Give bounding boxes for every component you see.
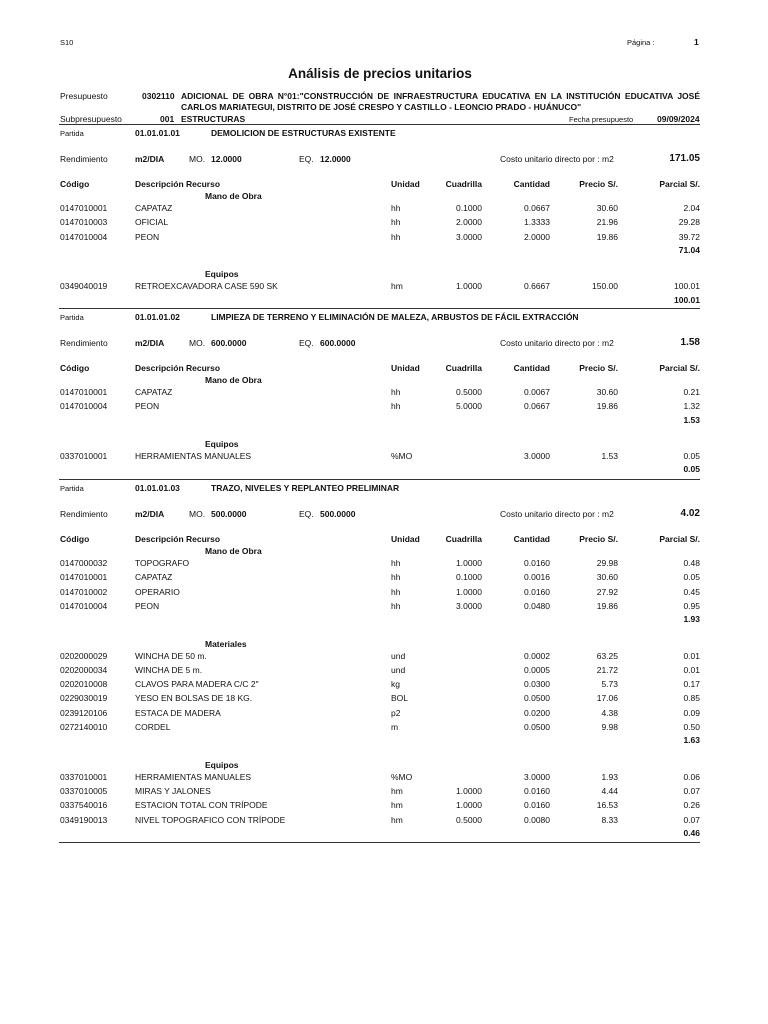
- resource-description: OFICIAL: [135, 217, 169, 228]
- col-precio: Precio S/.: [579, 179, 618, 189]
- resource-parcial: 0.06: [683, 771, 700, 782]
- report-end-rule: [59, 842, 700, 843]
- costo-value: 171.05: [669, 153, 700, 164]
- col-cantidad: Cantidad: [513, 363, 550, 373]
- resource-parcial: 0.07: [683, 785, 700, 796]
- resource-code: 0147000032: [60, 558, 108, 568]
- resource-unit: hh: [391, 401, 401, 412]
- group-title: Mano de Obra: [205, 191, 262, 201]
- col-precio: Precio S/.: [579, 534, 618, 544]
- resource-precio: 63.25: [596, 650, 618, 661]
- resource-parcial: 2.04: [683, 203, 700, 213]
- resource-unit: und: [391, 664, 406, 675]
- resource-code: 0239120106: [60, 707, 108, 718]
- rendimiento-label: Rendimiento: [60, 509, 108, 519]
- col-precio: Precio S/.: [579, 363, 618, 373]
- group-title: Equipos: [205, 759, 239, 770]
- resource-code: 0272140010: [60, 722, 108, 732]
- resource-code: 0337010005: [60, 785, 108, 796]
- resource-unit: hm: [391, 785, 403, 796]
- partida-name: TRAZO, NIVELES Y REPLANTEO PRELIMINAR: [211, 483, 400, 493]
- resource-cantidad: 0.0300: [524, 679, 550, 690]
- resource-description: CAPATAZ: [135, 387, 173, 397]
- col-codigo: Código: [60, 534, 90, 544]
- mo-value: 500.0000: [211, 509, 247, 519]
- resource-row: [0, 387, 768, 401]
- resource-parcial: 0.05: [683, 572, 700, 583]
- resource-cuadrilla: 0.1000: [456, 572, 482, 583]
- resource-code: 0349040019: [60, 281, 108, 292]
- resource-row: [0, 772, 768, 786]
- resource-cantidad: 0.0002: [524, 650, 550, 661]
- col-parcial: Parcial S/.: [659, 534, 700, 544]
- resource-cantidad: 0.0016: [524, 572, 550, 583]
- subpresupuesto-name: ESTRUCTURAS: [181, 114, 246, 124]
- resource-code: 0202000034: [60, 664, 108, 675]
- resource-code: 0147010003: [60, 217, 108, 228]
- resource-precio: 19.86: [596, 401, 618, 412]
- resource-unit: kg: [391, 679, 400, 690]
- partida-label: Partida: [60, 129, 84, 138]
- resource-precio: 1.93: [601, 771, 618, 782]
- mo-label: MO.: [189, 338, 206, 348]
- partida-separator: [59, 308, 700, 309]
- resource-cantidad: 3.0000: [524, 450, 550, 461]
- partida-name: DEMOLICION DE ESTRUCTURAS EXISTENTE: [211, 128, 396, 138]
- presupuesto-code: 0302110: [142, 91, 175, 101]
- resource-code: 0147010001: [60, 203, 108, 213]
- col-cantidad: Cantidad: [513, 179, 550, 189]
- resource-code: 0349190013: [60, 814, 108, 825]
- resource-code: 0337010001: [60, 450, 108, 461]
- resource-code: 0147010002: [60, 586, 108, 597]
- presupuesto-label: Presupuesto: [60, 91, 108, 101]
- page-label: Página :: [627, 38, 655, 47]
- resource-description: CLAVOS PARA MADERA C/C 2": [135, 679, 259, 690]
- resource-cuadrilla: 1.0000: [456, 281, 482, 292]
- resource-row: [0, 203, 768, 217]
- col-cuadrilla: Cuadrilla: [445, 363, 482, 373]
- column-header: [0, 179, 768, 193]
- resource-precio: 4.44: [601, 785, 618, 796]
- resource-cantidad: 0.0500: [524, 722, 550, 732]
- col-cantidad: Cantidad: [513, 534, 550, 544]
- column-header: [0, 534, 768, 548]
- partida-separator: [59, 124, 700, 125]
- resource-unit: hh: [391, 231, 401, 242]
- resource-cantidad: 0.0160: [524, 586, 550, 597]
- eq-value: 600.0000: [320, 338, 356, 348]
- resource-row: [0, 693, 768, 707]
- resource-code: 0202010008: [60, 679, 108, 690]
- costo-label: Costo unitario directo por : m2: [500, 509, 614, 519]
- resource-description: PEON: [135, 600, 160, 611]
- resource-unit: BOL: [391, 693, 409, 704]
- eq-value: 500.0000: [320, 509, 356, 519]
- resource-precio: 29.98: [596, 558, 618, 568]
- page-number: 1: [694, 37, 699, 47]
- resource-cantidad: 0.0080: [524, 814, 550, 825]
- col-descripcion: Descripción Recurso: [135, 363, 221, 373]
- resource-description: ESTACA DE MADERA: [135, 707, 221, 718]
- group-subtotal: 1.63: [683, 735, 700, 746]
- resource-description: RETROEXCAVADORA CASE 590 SK: [135, 281, 278, 292]
- resource-unit: hh: [391, 558, 401, 568]
- resource-parcial: 39.72: [678, 231, 700, 242]
- system-label: S10: [60, 38, 74, 47]
- resource-row: [0, 665, 768, 679]
- resource-description: TOPOGRAFO: [135, 558, 190, 568]
- resource-cuadrilla: 0.1000: [456, 203, 482, 213]
- group-subtotal: 100.01: [674, 294, 700, 305]
- partida-label: Partida: [60, 484, 84, 493]
- eq-label: EQ.: [299, 338, 314, 348]
- resource-precio: 150.00: [592, 281, 618, 292]
- resource-parcial: 0.01: [683, 664, 700, 675]
- costo-label: Costo unitario directo por : m2: [500, 154, 614, 164]
- resource-row: [0, 651, 768, 665]
- resource-code: 0147010004: [60, 401, 108, 412]
- resource-description: PEON: [135, 401, 160, 412]
- resource-row: [0, 401, 768, 415]
- resource-row: [0, 558, 768, 572]
- resource-description: MIRAS Y JALONES: [135, 785, 211, 796]
- resource-parcial: 0.95: [683, 600, 700, 611]
- resource-precio: 17.06: [596, 693, 618, 704]
- presupuesto-title-line1: ADICIONAL DE OBRA N°01:"CONSTRUCCIÓN DE INFRAESTRUCTURA EDUCATIVA EN LA INSTITUCIÓN EDUCATIVA JOSÉ: [181, 91, 700, 101]
- resource-code: 0147010004: [60, 600, 108, 611]
- resource-description: CORDEL: [135, 722, 171, 732]
- group-subtotal: 1.53: [683, 414, 700, 425]
- resource-code: 0147010001: [60, 387, 108, 397]
- resource-cantidad: 0.0160: [524, 785, 550, 796]
- resource-precio: 30.60: [596, 387, 618, 397]
- partida-label: Partida: [60, 313, 84, 322]
- resource-cantidad: 1.3333: [524, 217, 550, 228]
- resource-row: [0, 679, 768, 693]
- resource-unit: hm: [391, 800, 403, 811]
- resource-cuadrilla: 3.0000: [456, 231, 482, 242]
- resource-cuadrilla: 0.5000: [456, 387, 482, 397]
- resource-description: ESTACION TOTAL CON TRÍPODE: [135, 800, 268, 811]
- resource-parcial: 0.85: [683, 693, 700, 704]
- eq-value: 12.0000: [320, 154, 351, 164]
- eq-label: EQ.: [299, 509, 314, 519]
- group-subtotal: 71.04: [678, 244, 700, 255]
- resource-unit: und: [391, 650, 406, 661]
- group-subtotal: 0.05: [683, 464, 700, 475]
- resource-precio: 8.33: [601, 814, 618, 825]
- group-title: Mano de Obra: [205, 375, 262, 385]
- resource-cantidad: 0.0667: [524, 401, 550, 412]
- resource-cantidad: 0.6667: [524, 281, 550, 292]
- resource-description: PEON: [135, 231, 160, 242]
- resource-row: [0, 232, 768, 246]
- partida-code: 01.01.01.01: [135, 128, 180, 138]
- costo-label: Costo unitario directo por : m2: [500, 338, 614, 348]
- eq-label: EQ.: [299, 154, 314, 164]
- resource-code: 0202000029: [60, 650, 108, 661]
- resource-unit: hh: [391, 572, 401, 583]
- resource-precio: 9.98: [601, 722, 618, 732]
- group-subtotal: 0.46: [683, 827, 700, 838]
- resource-unit: %MO: [391, 771, 413, 782]
- resource-description: NIVEL TOPOGRAFICO CON TRÍPODE: [135, 814, 286, 825]
- resource-parcial: 0.01: [683, 650, 700, 661]
- resource-unit: hh: [391, 217, 401, 228]
- resource-description: OPERARIO: [135, 586, 180, 597]
- partida-code: 01.01.01.03: [135, 483, 180, 493]
- resource-precio: 1.53: [601, 450, 618, 461]
- resource-precio: 19.86: [596, 600, 618, 611]
- resource-precio: 5.73: [601, 679, 618, 690]
- resource-row: [0, 572, 768, 586]
- resource-precio: 19.86: [596, 231, 618, 242]
- resource-cantidad: 0.0160: [524, 800, 550, 811]
- partida-separator: [59, 479, 700, 480]
- resource-precio: 21.96: [596, 217, 618, 228]
- resource-parcial: 0.09: [683, 707, 700, 718]
- resource-row: [0, 708, 768, 722]
- resource-row: [0, 815, 768, 829]
- resource-parcial: 0.48: [683, 558, 700, 568]
- resource-cuadrilla: 2.0000: [456, 217, 482, 228]
- mo-value: 12.0000: [211, 154, 242, 164]
- resource-description: HERRAMIENTAS MANUALES: [135, 450, 252, 461]
- resource-cuadrilla: 1.0000: [456, 800, 482, 811]
- resource-cantidad: 0.0005: [524, 664, 550, 675]
- resource-cantidad: 0.0480: [524, 600, 550, 611]
- resource-cantidad: 0.0200: [524, 707, 550, 718]
- resource-description: WINCHA DE 50 m.: [135, 650, 207, 661]
- resource-cuadrilla: 5.0000: [456, 401, 482, 412]
- costo-value: 1.58: [680, 337, 700, 348]
- resource-unit: p2: [391, 707, 401, 718]
- resource-description: YESO EN BOLSAS DE 18 KG.: [135, 693, 253, 704]
- fecha-value: 09/09/2024: [657, 114, 700, 124]
- resource-cantidad: 3.0000: [524, 771, 550, 782]
- col-unidad: Unidad: [391, 363, 420, 373]
- col-descripcion: Descripción Recurso: [135, 179, 221, 189]
- resource-description: WINCHA DE 5 m.: [135, 664, 203, 675]
- resource-row: [0, 800, 768, 814]
- col-descripcion: Descripción Recurso: [135, 534, 221, 544]
- resource-row: [0, 601, 768, 615]
- resource-unit: hm: [391, 281, 403, 292]
- resource-precio: 30.60: [596, 572, 618, 583]
- resource-code: 0229030019: [60, 693, 108, 704]
- resource-precio: 30.60: [596, 203, 618, 213]
- resource-cantidad: 0.0067: [524, 387, 550, 397]
- col-unidad: Unidad: [391, 179, 420, 189]
- resource-precio: 4.38: [601, 707, 618, 718]
- col-cuadrilla: Cuadrilla: [445, 534, 482, 544]
- resource-parcial: 29.28: [678, 217, 700, 228]
- rendimiento-label: Rendimiento: [60, 154, 108, 164]
- presupuesto-title-line2: CARLOS MARIATEGUI, DISTRITO DE JOSÉ CRESPO Y CASTILLO - LEONCIO PRADO - HUÁNUCO": [181, 102, 582, 112]
- resource-cuadrilla: 1.0000: [456, 785, 482, 796]
- resource-row: [0, 587, 768, 601]
- resource-unit: hh: [391, 387, 401, 397]
- resource-cuadrilla: 3.0000: [456, 600, 482, 611]
- group-title: Materiales: [205, 638, 247, 649]
- group-title: Equipos: [205, 269, 239, 280]
- resource-unit: hh: [391, 586, 401, 597]
- resource-parcial: 0.17: [683, 679, 700, 690]
- resource-parcial: 1.32: [683, 401, 700, 412]
- subpresupuesto-code: 001: [160, 114, 175, 124]
- resource-row: [0, 722, 768, 736]
- partida-code: 01.01.01.02: [135, 312, 180, 322]
- resource-code: 0147010004: [60, 231, 108, 242]
- col-parcial: Parcial S/.: [659, 179, 700, 189]
- resource-description: CAPATAZ: [135, 572, 173, 583]
- resource-precio: 27.92: [596, 586, 618, 597]
- costo-value: 4.02: [680, 508, 700, 519]
- resource-parcial: 100.01: [674, 281, 700, 292]
- resource-cuadrilla: 1.0000: [456, 586, 482, 597]
- rendimiento-unit: m2/DIA: [135, 509, 165, 519]
- resource-unit: %MO: [391, 450, 413, 461]
- resource-cantidad: 2.0000: [524, 231, 550, 242]
- mo-label: MO.: [189, 154, 206, 164]
- resource-code: 0337010001: [60, 771, 108, 782]
- col-codigo: Código: [60, 179, 90, 189]
- column-header: [0, 363, 768, 377]
- resource-precio: 16.53: [596, 800, 618, 811]
- resource-description: HERRAMIENTAS MANUALES: [135, 771, 252, 782]
- resource-unit: hh: [391, 203, 401, 213]
- resource-row: [0, 451, 768, 465]
- resource-precio: 21.72: [596, 664, 618, 675]
- col-codigo: Código: [60, 363, 90, 373]
- group-title: Mano de Obra: [205, 546, 262, 556]
- resource-parcial: 0.26: [683, 800, 700, 811]
- col-unidad: Unidad: [391, 534, 420, 544]
- resource-cantidad: 0.0160: [524, 558, 550, 568]
- resource-parcial: 0.21: [683, 387, 700, 397]
- mo-value: 600.0000: [211, 338, 247, 348]
- col-cuadrilla: Cuadrilla: [445, 179, 482, 189]
- partida-name: LIMPIEZA DE TERRENO Y ELIMINACIÓN DE MALEZA, ARBUSTOS DE FÁCIL EXTRACCIÓN: [211, 312, 579, 322]
- resource-row: [0, 281, 768, 295]
- rendimiento-unit: m2/DIA: [135, 154, 165, 164]
- resource-unit: m: [391, 722, 399, 732]
- page-title: Análisis de precios unitarios: [288, 66, 472, 81]
- resource-cantidad: 0.0500: [524, 693, 550, 704]
- resource-parcial: 0.45: [683, 586, 700, 597]
- resource-parcial: 0.50: [683, 722, 700, 732]
- resource-cuadrilla: 0.5000: [456, 814, 482, 825]
- rendimiento-unit: m2/DIA: [135, 338, 165, 348]
- resource-description: CAPATAZ: [135, 203, 173, 213]
- resource-unit: hm: [391, 814, 403, 825]
- mo-label: MO.: [189, 509, 206, 519]
- rendimiento-label: Rendimiento: [60, 338, 108, 348]
- group-subtotal: 1.93: [683, 614, 700, 625]
- resource-cuadrilla: 1.0000: [456, 558, 482, 568]
- group-title: Equipos: [205, 438, 239, 449]
- resource-cantidad: 0.0667: [524, 203, 550, 213]
- fecha-label: Fecha presupuesto: [569, 115, 634, 124]
- resource-parcial: 0.07: [683, 814, 700, 825]
- resource-row: [0, 217, 768, 231]
- resource-parcial: 0.05: [683, 450, 700, 461]
- resource-row: [0, 786, 768, 800]
- subpresupuesto-label: Subpresupuesto: [60, 114, 122, 124]
- col-parcial: Parcial S/.: [659, 363, 700, 373]
- resource-unit: hh: [391, 600, 401, 611]
- resource-code: 0147010001: [60, 572, 108, 583]
- resource-code: 0337540016: [60, 800, 108, 811]
